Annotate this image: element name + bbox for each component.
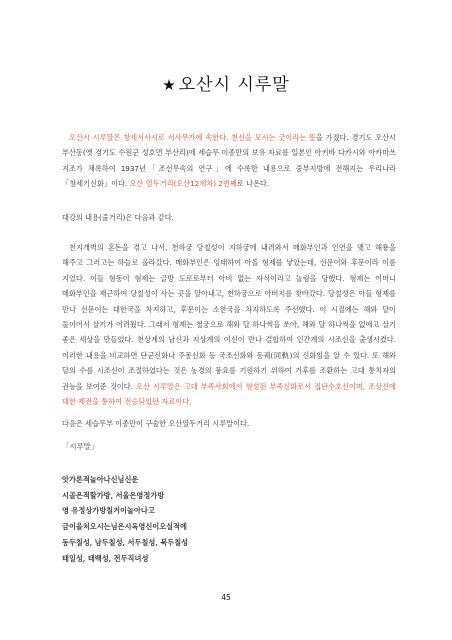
summary-intro-paragraph: 대강의 내용(줄거리)은 다음과 같다. (62, 213, 174, 222)
page-number: 45 (221, 593, 231, 602)
star-icon: ★ (162, 76, 177, 94)
poem-line: 앗가론적놀아나신님신운 (62, 475, 139, 484)
page-title (0, 70, 452, 95)
poem-line: 영 유정상가방칠거이놀아나고 (62, 506, 155, 516)
summary-paragraph: 천지개벽의 혼돈을 겪고 나서, 천하궁 당칠성이 지하궁에 내려와서 매화부인과 인연을 맺고 해룡을 해주고 그러고는 하늘로 올라갔다. 매화부인은 잉태하여 아들 형제를 낳았는데, 선문이와 후문이라 이름 지었다. 이들 형동이 형제는 글방 도로로부터 아비 없는 자식이라고 놀림을 당했다. 형제는 어머니 매화부인을 재근하여 당칠성이 사는 곳을 알아내고, 천하궁으로 아버지를 찾아갔다. 당칠성은 아들 형제를 만나 선문이는 대한국을 차지하고, 후문이는 소한국을 차지하도록 주선했다. 이 시절에는 해와 달이 둘이어서 살기가 어려웠다. 그래서 형제는 철궁으로 해와 달 하나씩을 쏘아, 해와 달 하나씩을 없애고 살기 좋은 세상을 만들었다. 천상계의 남신과 지상계의 여신이 만나 결합하여 인간계의 시조신을 출생시켰다. 이러한 내용을 비교하면 단군신화나 주몽신화 등 국조신화와 동궤(同軌)의 신화임을 알 수 있다. 또 해와 달의 수를 시조신이 조절하였다는 것은 농경의 풍요를 기원하기 위하여 기후를 조환하는 고대 통치자의 권능을 보여준 것이다. 오산 시루말은 고대 부족사회에서 형성된 부족신화로서 집단수호신이며, 조상신에 대한 제전을 통하여 전승되었던 자료이다. (62, 243, 396, 407)
title-text: 오산시 시루말 (178, 75, 290, 95)
poem-line: 금이을처오시는님은시옥영신이오실적에 (62, 522, 187, 532)
poem-heading: 「시루말」 (62, 442, 99, 451)
poem-line: 동두칠성, 남두칠성, 서두칠성, 북두칠성 (62, 537, 189, 547)
poem-line: 태일성, 태백성, 전두직녀성 (62, 553, 149, 563)
poem-block (62, 440, 396, 566)
poem-intro-paragraph: 다음은 세습무부 이종만이 구술한 오산열두거리 시루말이다. (62, 419, 250, 428)
intro-paragraph: 오산시 시루말은 창세서사시로 서사무가에 속한다. 천신을 모시는 굿이라는 뜻을 가졌다. 경기도 오산시 부산동(옛 경기도 수원군 성호면 부산리)에 세습무 이종만의 보유 자료를 일본인 아키바 다카시와 아카마쓰 지조가 채록하여 1937년「조선무속의 연구」에 수록한 내용으로 중부지방에 전해지는 우리나라「창세기신화」이다. 오산 열두거리(오산12제차) 2번째로 나온다. (62, 133, 397, 189)
poem-line: 시골은적할가방, 서울은영정가방 (62, 490, 165, 500)
